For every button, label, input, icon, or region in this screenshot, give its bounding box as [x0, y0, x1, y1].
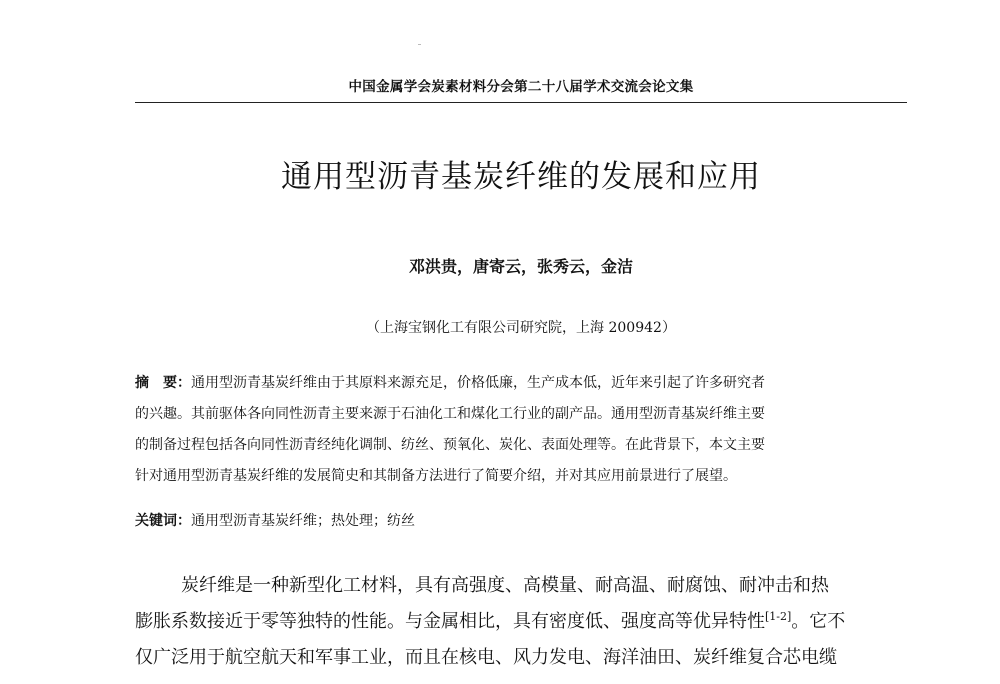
body-line-2-tail: 。它不	[791, 611, 846, 632]
body-line-2	[135, 604, 907, 640]
body-text	[135, 568, 907, 676]
keywords-text: 通用型沥青基炭纤维；热处理；纺丝	[191, 513, 415, 529]
scan-speck	[418, 44, 421, 45]
paper-affiliation: （上海宝钢化工有限公司研究院，上海 200942）	[366, 320, 676, 336]
keywords-label: 关键词：	[135, 513, 191, 529]
body-line-1: 炭纤维是一种新型化工材料，具有高强度、高模量、耐高温、耐腐蚀、耐冲击和热	[181, 575, 829, 596]
citation-ref: [1-2]	[765, 610, 792, 623]
abstract-label: 摘 要：	[135, 375, 191, 391]
abstract	[135, 368, 907, 492]
body-line-2-text: 膨胀系数接近于零等独特的性能。与金属相比，具有密度低、强度高等优异特性	[135, 611, 765, 632]
abstract-line-4: 针对通用型沥青基炭纤维的发展简史和其制备方法进行了简要介绍，并对其应用前景进行了展望。	[135, 468, 737, 484]
abstract-line-2: 的兴趣。其前驱体各向同性沥青主要来源于石油化工和煤化工行业的副产品。通用型沥青基炭纤维主要	[135, 406, 765, 422]
paper-authors: 邓洪贵，唐寄云，张秀云，金洁	[408, 257, 633, 276]
keywords	[135, 508, 907, 534]
paper-title: 通用型沥青基炭纤维的发展和应用	[281, 159, 761, 195]
abstract-line-1	[135, 368, 907, 399]
abstract-text-1: 通用型沥青基炭纤维由于其原料来源充足，价格低廉，生产成本低，近年来引起了许多研究者	[191, 375, 765, 391]
running-header	[135, 76, 907, 103]
body-line-3: 仅广泛用于航空航天和军事工业，而且在核电、风力发电、海洋油田、炭纤维复合芯电缆	[135, 647, 837, 668]
running-header-text: 中国金属学会炭素材料分会第二十八届学术交流会论文集	[348, 79, 694, 95]
abstract-line-3: 的制备过程包括各向同性沥青经纯化调制、纺丝、预氧化、炭化、表面处理等。在此背景下，本文主要	[135, 437, 765, 453]
